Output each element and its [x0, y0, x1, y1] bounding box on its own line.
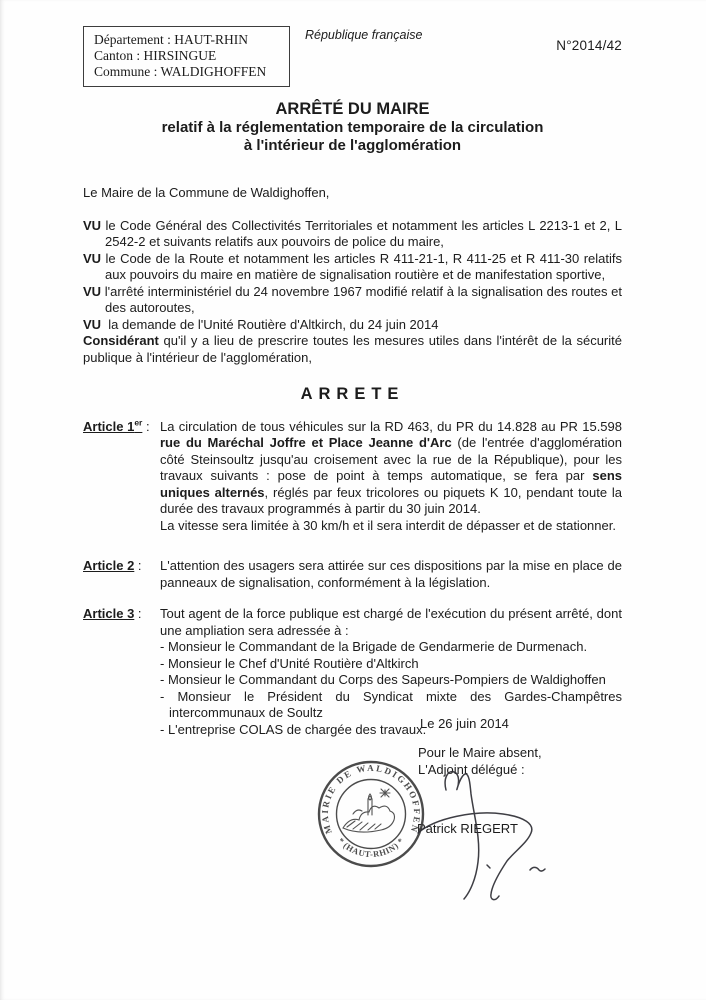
opening-line: Le Maire de la Commune de Waldighoffen, — [83, 185, 330, 200]
distribution-item-3: - Monsieur le Commandant du Corps des Sapeurs-Pompiers de Waldighoffen — [160, 672, 606, 687]
recital-considerant: Considérant qu'il y a lieu de prescrire toutes les mesures utiles dans l'intérêt de la sécurité publique à l'intérieur de l'agglomération, — [83, 333, 622, 365]
departement-line: Département : HAUT-RHIN — [94, 32, 248, 47]
commune-line: Commune : WALDIGHOFFEN — [94, 64, 267, 79]
recital-vu-2: VU le Code de la Route et notamment les articles R 411-21-1, R 411-25 et R 411-30 relatifs aux pouvoirs du maire en matière de signalisation routière et de manifestation sportive, — [83, 250, 622, 282]
document-title — [83, 99, 622, 155]
article-1-body — [160, 419, 622, 535]
arrete-heading: ARRETE — [300, 385, 405, 403]
recitals-block — [83, 218, 622, 367]
recital-vu-1: VU le Code Général des Collectivités Territoriales et notamment les articles L 2213-1 et 2, L 2542-2 et suivants relatifs aux pouvoirs de police du maire, — [83, 217, 622, 249]
handwritten-signature — [403, 763, 653, 911]
stamp-bottom-text: * (HAUT-RHIN) * — [335, 835, 407, 860]
republique-francaise-label: République française — [305, 28, 423, 42]
article-3-body — [160, 606, 622, 738]
article-2 — [83, 558, 622, 591]
signature-tick — [530, 867, 545, 871]
title-line-3: à l'intérieur de l'agglomération — [243, 137, 462, 154]
article-2-body: L'attention des usagers sera attirée sur ces dispositions par la mise en place de panneaux de signalisation, conformément à la législation. — [160, 558, 622, 590]
stamp-emblem — [343, 789, 395, 832]
article-1-label: Article 1er : — [83, 417, 150, 434]
article-1 — [83, 419, 622, 535]
closing-adjoint-line: L'Adjoint délégué : — [418, 761, 525, 777]
document-number: N°2014/42 — [556, 38, 622, 53]
recital-vu-4: VU la demande de l'Unité Routière d'Altkirch, du 24 juin 2014 — [83, 316, 439, 332]
article-3-intro: Tout agent de la force publique est chargé de l'exécution du présent arrêté, dont une ampliation sera adressée à : — [160, 606, 622, 638]
closing-pour-line: Pour le Maire absent, — [418, 745, 542, 760]
distribution-item-5: - L'entreprise COLAS de chargée des travaux. — [160, 721, 427, 737]
article-3 — [83, 606, 622, 738]
document-header — [83, 26, 622, 87]
signer-name: Patrick RIEGERT — [417, 821, 518, 836]
article-1-paragraph-2: La vitesse sera limitée à 30 km/h et il sera interdit de dépasser et de stationner. — [160, 517, 616, 533]
article-3-label: Article 3 : — [83, 606, 142, 621]
article-1-paragraph-1: La circulation de tous véhicules sur la RD 463, du PR du 14.828 au PR 15.598 rue du Maréchal Joffre et Place Jeanne d'Arc (de l'entrée d'agglomération côté Steinsoultz jusqu'au croisement avec la rue de la République), pour les travaux suivants : pose de point à temps automatique, se fera par sens uniques alternés, réglés par feux tricolores ou piquets K 10, pendant toute la durée des travaux programmés à partir du 30 juin 2014. — [160, 418, 623, 516]
date-line: Le 26 juin 2014 — [420, 716, 509, 731]
recital-vu-3: VU l'arrêté interministériel du 24 novembre 1967 modifié relatif à la signalisation des routes et des autoroutes, — [83, 283, 622, 315]
distribution-item-2: - Monsieur le Chef d'Unité Routière d'Altkirch — [160, 655, 419, 671]
signature-initial-loop — [445, 772, 479, 899]
title-line-1: ARRÊTÉ DU MAIRE — [275, 100, 430, 118]
distribution-item-4: - Monsieur le Président du Syndicat mixte des Gardes-Champêtres intercommunaux de Soultz — [160, 688, 622, 720]
article-2-label: Article 2 : — [83, 558, 142, 573]
commune-header-box — [83, 26, 290, 87]
stamp-top-text: MAIRIE DE WALDIGHOFFEN — [319, 762, 423, 836]
signature-flourish — [418, 813, 532, 900]
distribution-item-1: - Monsieur le Commandant de la Brigade de Gendarmerie de Durmenach. — [160, 639, 588, 654]
canton-line: Canton : HIRSINGUE — [94, 48, 217, 63]
title-line-2: relatif à la réglementation temporaire de la circulation — [161, 119, 544, 136]
signature-dot — [487, 865, 490, 868]
